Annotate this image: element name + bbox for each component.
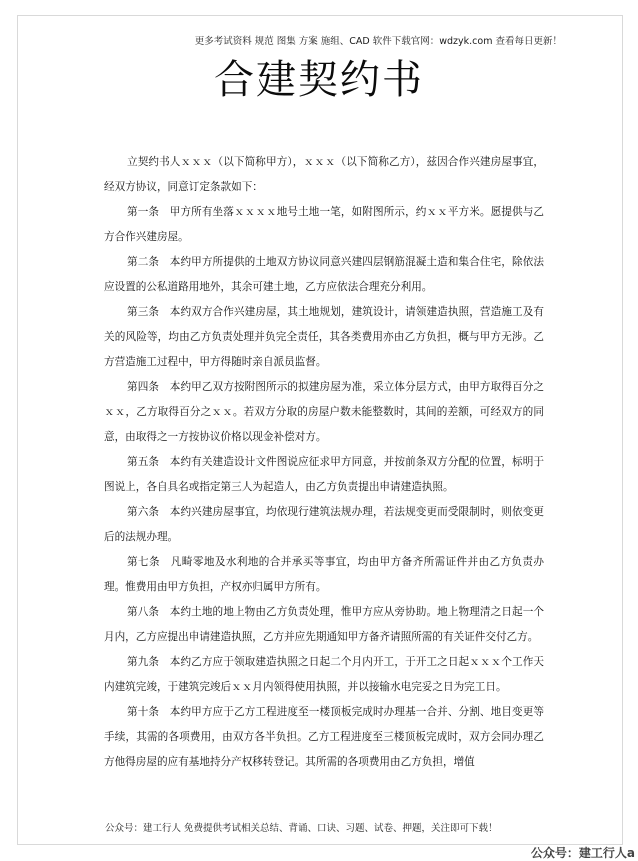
article-4: 第四条 本约甲乙双方按附图所示的拟建房屋为准，采立体分层方式，由甲方取得百分之ｘｘ，乙方取得百分之ｘｘ。若双方分取的房屋户数未能整数时，其间的差额，可经双方的同意，由取得之一方按协议价格以现金补偿对方。 — [104, 381, 544, 443]
article-2: 第二条 本约甲方所提供的土地双方协议同意兴建四层钢筋混凝土造和集合住宅，除依法应设置的公私道路用地外，其余可建土地，乙方应依法合理充分利用。 — [104, 256, 544, 293]
article-9: 第九条 本约乙方应于领取建造执照之日起二个月内开工，于开工之日起ｘｘｘ个工作天内建筑完竣，于建筑完竣后ｘｘ月内领得使用执照，并以接输水电完妥之日为完工日。 — [104, 656, 544, 693]
article-6: 第六条 本约兴建房屋事宜，均依现行建筑法规办理，若法规变更而受限制时，则依变更后的法规办理。 — [104, 506, 544, 543]
footer-note: 公众号：建工行人 免费提供考试相关总结、背诵、口诀、习题、试卷、押题，关注即可下载！ — [105, 823, 498, 834]
intro-paragraph: 立契约书人ｘｘｘ（以下简称甲方），ｘｘｘ（以下简称乙方），兹因合作兴建房屋事宜，经双方协议，同意订定条款如下： — [104, 156, 544, 193]
document-body — [104, 150, 544, 775]
article-8: 第八条 本约土地的地上物由乙方负责处理，惟甲方应从旁协助。地上物理清之日起一个月内，乙方应提出申请建造执照，乙方并应先期通知甲方备齐请照所需的有关证件交付乙方。 — [104, 606, 544, 643]
wechat-watermark: 公众号：建工行人a — [530, 846, 635, 860]
document-title: 合建契约书 — [214, 57, 424, 103]
header-note: 更多考试资料 规范 图集 方案 施组、CAD 软件下载官网：wdzyk.com 查看每日更新！ — [194, 36, 562, 47]
article-10: 第十条 本约甲方应于乙方工程进度至一楼顶板完成时办理基一合并、分割、地目变更等手续，其需的各项费用，由双方各半负担。乙方工程进度至三楼顶板完成时，双方会同办理乙方他得房屋的应有基地持分产权移转登记。其所需的各项费用由乙方负担，增值 — [104, 706, 544, 768]
article-1: 第一条 甲方所有坐落ｘｘｘｘ地号土地一笔，如附图所示，约ｘｘ平方米。愿提供与乙方合作兴建房屋。 — [104, 206, 544, 243]
article-3: 第三条 本约双方合作兴建房屋，其土地规划，建筑设计，请领建造执照，营造施工及有关的风险等，均由乙方负责处理并负完全责任，其各类费用亦由乙方负担，概与甲方无涉。乙方营造施工过程中，甲方得随时亲自派员监督。 — [104, 306, 544, 368]
article-5: 第五条 本约有关建造设计文件图说应征求甲方同意，并按前条双方分配的位置，标明于图说上，各自具名或指定第三人为起造人，由乙方负责提出申请建造执照。 — [104, 456, 544, 493]
article-7: 第七条 凡畸零地及水利地的合并承买等事宜，均由甲方备齐所需证件并由乙方负责办理。惟费用由甲方负担，产权亦归属甲方所有。 — [104, 556, 544, 593]
